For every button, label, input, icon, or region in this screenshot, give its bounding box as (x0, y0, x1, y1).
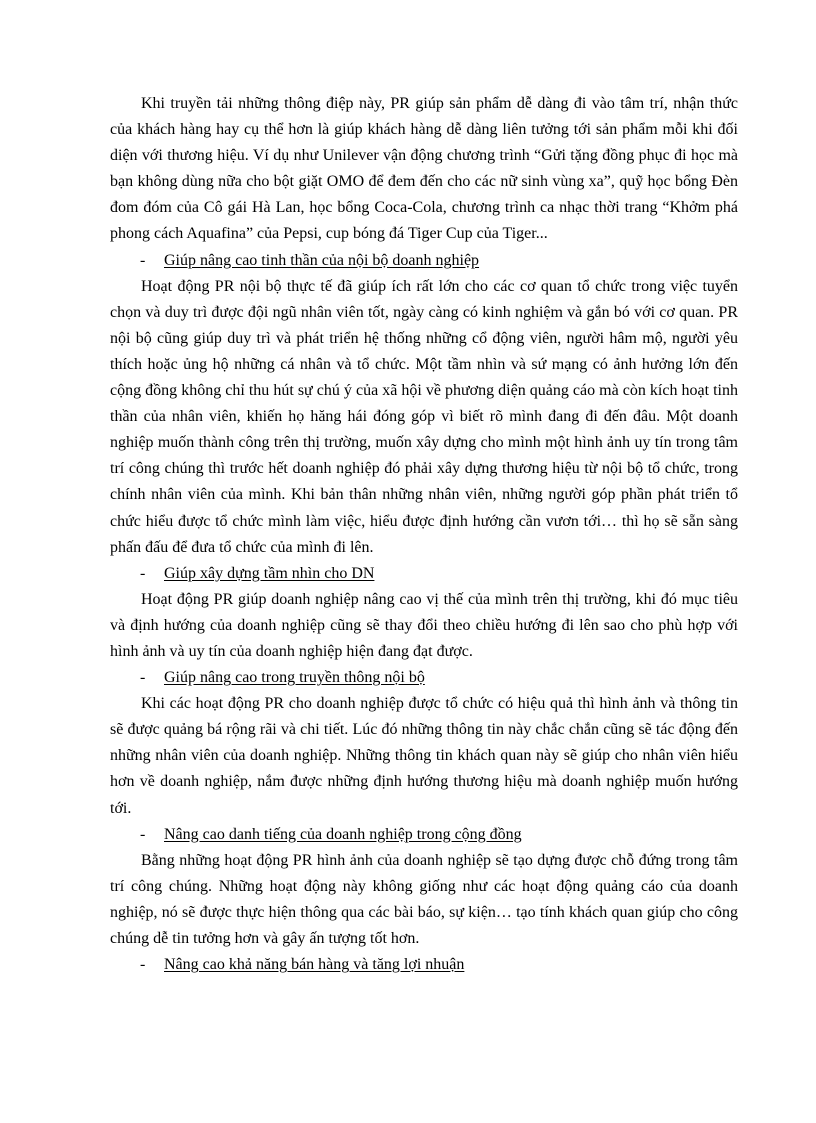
bullet-heading: Giúp xây dựng tầm nhìn cho DN (164, 564, 375, 582)
bullet-internal-communication (110, 665, 738, 691)
bullet-reputation (110, 822, 738, 848)
bullet-internal-morale (110, 248, 738, 274)
bullet-heading: Giúp nâng cao tinh thần của nội bộ doanh nghiệp (164, 251, 480, 269)
bullet-vision (110, 561, 738, 587)
bullet-dash: - (140, 564, 146, 582)
paragraph-vision: Hoạt động PR giúp doanh nghiệp nâng cao vị thế của mình trên thị trường, khi đó mục tiêu và định hướng của doanh nghiệp cũng sẽ thay đổi theo chiều hướng đi lên sao cho phù hợp với hình ảnh và uy tín của doanh nghiệp hiện đang đạt được. (110, 590, 738, 660)
bullet-dash: - (140, 669, 146, 687)
bullet-heading: Giúp nâng cao trong truyền thông nội bộ (164, 669, 425, 687)
paragraph-reputation: Bằng những hoạt động PR hình ảnh của doanh nghiệp sẽ tạo dựng được chỗ đứng trong tâm trí công chúng. Những hoạt động này không giống như các hoạt động quảng cáo của doanh nghiệp, nó sẽ được thực hiện thông qua các bài báo, sự kiện… tạo tính khách quan giúp cho công chúng dễ tin tưởng hơn và gây ấn tượng tốt hơn. (110, 851, 738, 947)
bullet-dash: - (140, 825, 146, 843)
bullet-heading: Nâng cao khả năng bán hàng và tăng lợi nhuận (164, 956, 465, 974)
paragraph-pr-messages: Khi truyền tải những thông điệp này, PR giúp sản phẩm dễ dàng đi vào tâm trí, nhận thức của khách hàng hay cụ thể hơn là giúp khách hàng dễ dàng liên tưởng tới sản phẩm mỗi khi đối diện với thương hiệu. Ví dụ như Unilever vận động chương trình “Gửi tặng đồng phục đi học mà bạn không dùng nữa cho bột giặt OMO để đem đến cho các nữ sinh vùng xa”, quỹ học bổng Đèn đom đóm của Cô gái Hà Lan, học bổng Coca-Cola, chương trình ca nhạc thời trang “Khởm phá phong cách Aquafina” của Pepsi, cup bóng đá Tiger Cup của Tiger... (110, 95, 738, 243)
bullet-dash: - (140, 251, 146, 269)
bullet-sales-profit (110, 952, 738, 978)
paragraph-internal-pr: Hoạt động PR nội bộ thực tế đã giúp ích rất lớn cho các cơ quan tổ chức trong việc tuyển chọn và duy trì được đội ngũ nhân viên tốt, ngày càng có kinh nghiệm và gắn bó với cơ quan. PR nội bộ cũng giúp duy trì và phát triển hệ thống những cổ động viên, người hâm mộ, người yêu thích hoặc ủng hộ những cá nhân và tổ chức. Một tầm nhìn và sứ mạng có ảnh hưởng lớn đến cộng đồng không chỉ thu hút sự chú ý của xã hội về phương diện quảng cáo mà còn kích hoạt tinh thần của nhân viên, khiến họ hăng hái đóng góp vì biết rõ mình đang đi đến đâu. Một doanh nghiệp muốn thành công trên thị trường, muốn xây dựng cho mình một hình ảnh uy tín trong tâm trí công chúng thì trước hết doanh nghiệp đó phải xây dựng thương hiệu từ nội bộ tổ chức, trong chính nhân viên của mình. Khi bản thân những nhân viên, những người góp phần phát triển tổ chức hiểu được tổ chức mình làm việc, hiểu được định hướng cần vươn tới… thì họ sẽ sẵn sàng phấn đấu để đưa tổ chức của mình đi lên. (110, 277, 738, 556)
bullet-dash: - (140, 956, 146, 974)
bullet-heading: Nâng cao danh tiếng của doanh nghiệp trong cộng đồng (164, 825, 522, 843)
paragraph-internal-communication: Khi các hoạt động PR cho doanh nghiệp được tổ chức có hiệu quả thì hình ảnh và thông tin sẽ được quảng bá rộng rãi và chi tiết. Lúc đó những thông tin này chắc chắn cũng sẽ tác động đến những nhân viên của doanh nghiệp. Những thông tin khách quan này sẽ giúp cho nhân viên hiểu hơn về doanh nghiệp, nắm được những định hướng thương hiệu mà doanh nghiệp muốn hướng tới. (110, 695, 738, 817)
document-page (110, 91, 738, 978)
